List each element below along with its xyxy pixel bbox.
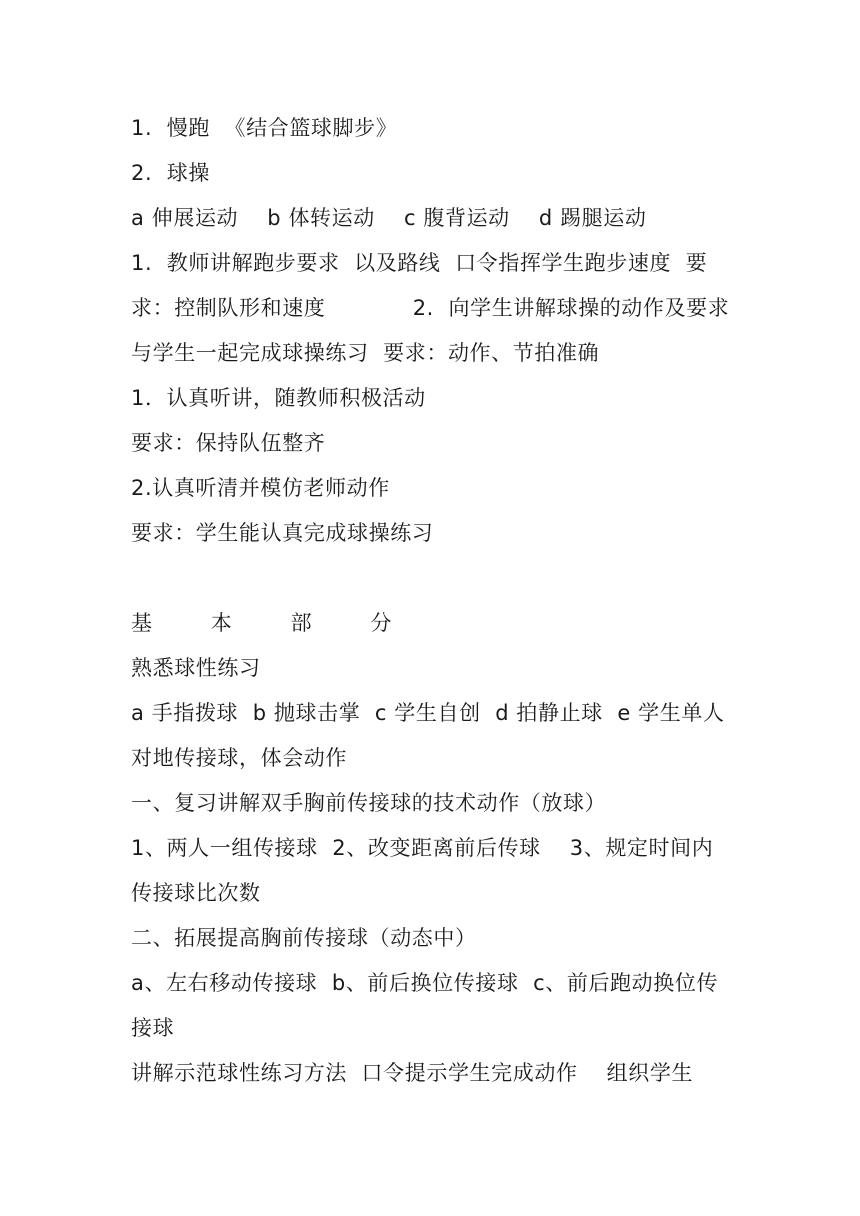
text-line: 对地传接球，体会动作 [131,746,347,770]
text-line: 1. 慢跑 《结合篮球脚步》 [131,116,398,140]
text-line: 2.认真听清并模仿老师动作 [131,476,390,500]
text-line: 熟悉球性练习 [131,656,261,680]
text-line: a 手指拨球 b 抛球击掌 c 学生自创 d 拍静止球 e 学生单人 [131,701,725,725]
text-line: 2. 球操 [131,161,210,185]
text-line: 1. 教师讲解跑步要求 以及路线 口令指挥学生跑步速度 要 [131,251,708,275]
text-line: 要求：保持队伍整齐 [131,431,326,455]
text-line: 求：控制队形和速度 2. 向学生讲解球操的动作及要求 [131,296,730,320]
text-line: 一、复习讲解双手胸前传接球的技术动作（放球） [131,791,607,815]
text-line: 与学生一起完成球操练习 要求：动作、节拍准确 [131,341,600,365]
section-heading: 基 本 部 分 [131,611,393,635]
text-line: 传接球比次数 [131,881,261,905]
text-line: 讲解示范球性练习方法 口令提示学生完成动作 组织学生 [131,1061,694,1085]
text-line: 二、拓展提高胸前传接球（动态中） [131,926,477,950]
text-line: 1．认真听讲，随教师积极活动 [131,386,426,410]
text-line: a、左右移动传接球 b、前后换位传接球 c、前后跑动换位传 [131,971,719,995]
text-line: 1、两人一组传接球 2、改变距离前后传球 3、规定时间内 [131,836,714,860]
text-line: 要求：学生能认真完成球操练习 [131,521,434,545]
text-line: a 伸展运动 b 体转运动 c 腹背运动 d 踢腿运动 [131,206,647,230]
text-line: 接球 [131,1016,175,1040]
